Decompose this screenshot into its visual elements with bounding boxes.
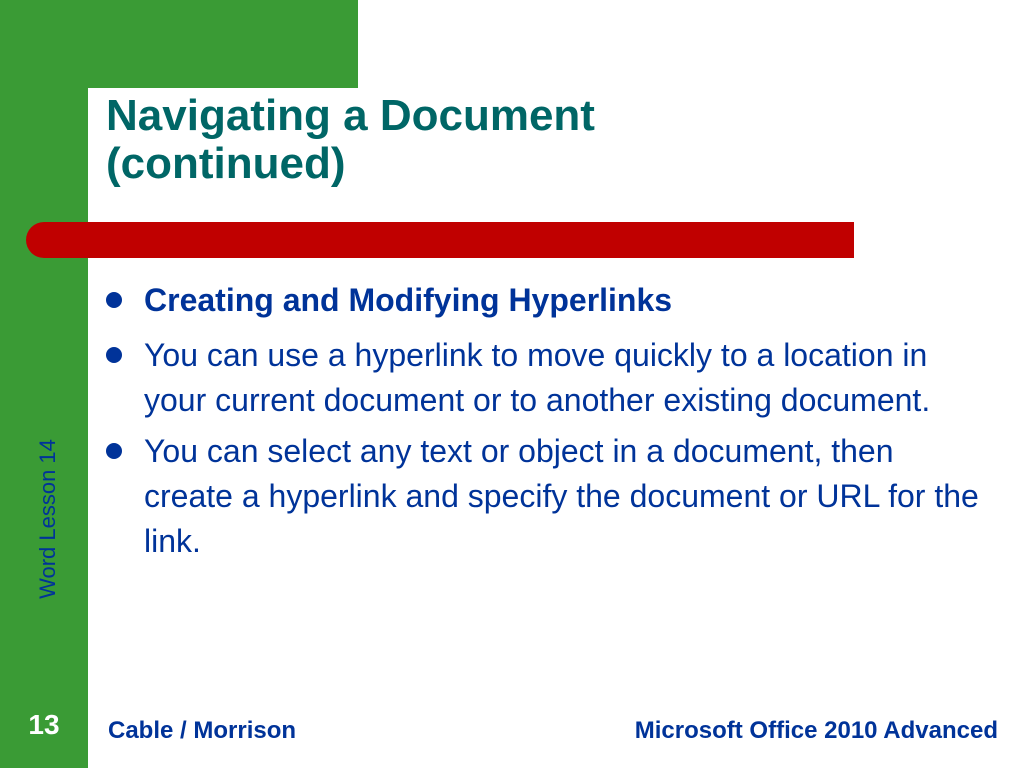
- bullet-dot-icon: [106, 443, 122, 459]
- bullet-text: You can select any text or object in a document, then create a hyperlink and specify the document or URL for the link.: [144, 433, 979, 559]
- bullet-item-create-hyperlink: [104, 429, 984, 564]
- green-top-band: [0, 0, 358, 88]
- lesson-label: [30, 408, 66, 630]
- bullet-dot-icon: [106, 292, 122, 308]
- footer-authors: Cable / Morrison: [108, 717, 297, 744]
- bullet-text: You can use a hyperlink to move quickly to a location in your current document or to another existing document.: [144, 337, 931, 418]
- bullet-item-hyperlink-navigation: [104, 333, 984, 423]
- bullet-item-creating-modifying-hyperlinks: [104, 278, 984, 323]
- green-side-band: [0, 0, 88, 768]
- title-divider-bar: [26, 222, 854, 258]
- bullet-list: [104, 278, 984, 570]
- slide-title: Navigating a Document (continued): [106, 91, 595, 188]
- lesson-label-text: Word Lesson 14: [35, 439, 60, 599]
- slide-number: 13: [28, 709, 60, 740]
- footer-course: Microsoft Office 2010 Advanced: [634, 717, 998, 744]
- bullet-text: Creating and Modifying Hyperlinks: [144, 282, 673, 318]
- bullet-dot-icon: [106, 347, 122, 363]
